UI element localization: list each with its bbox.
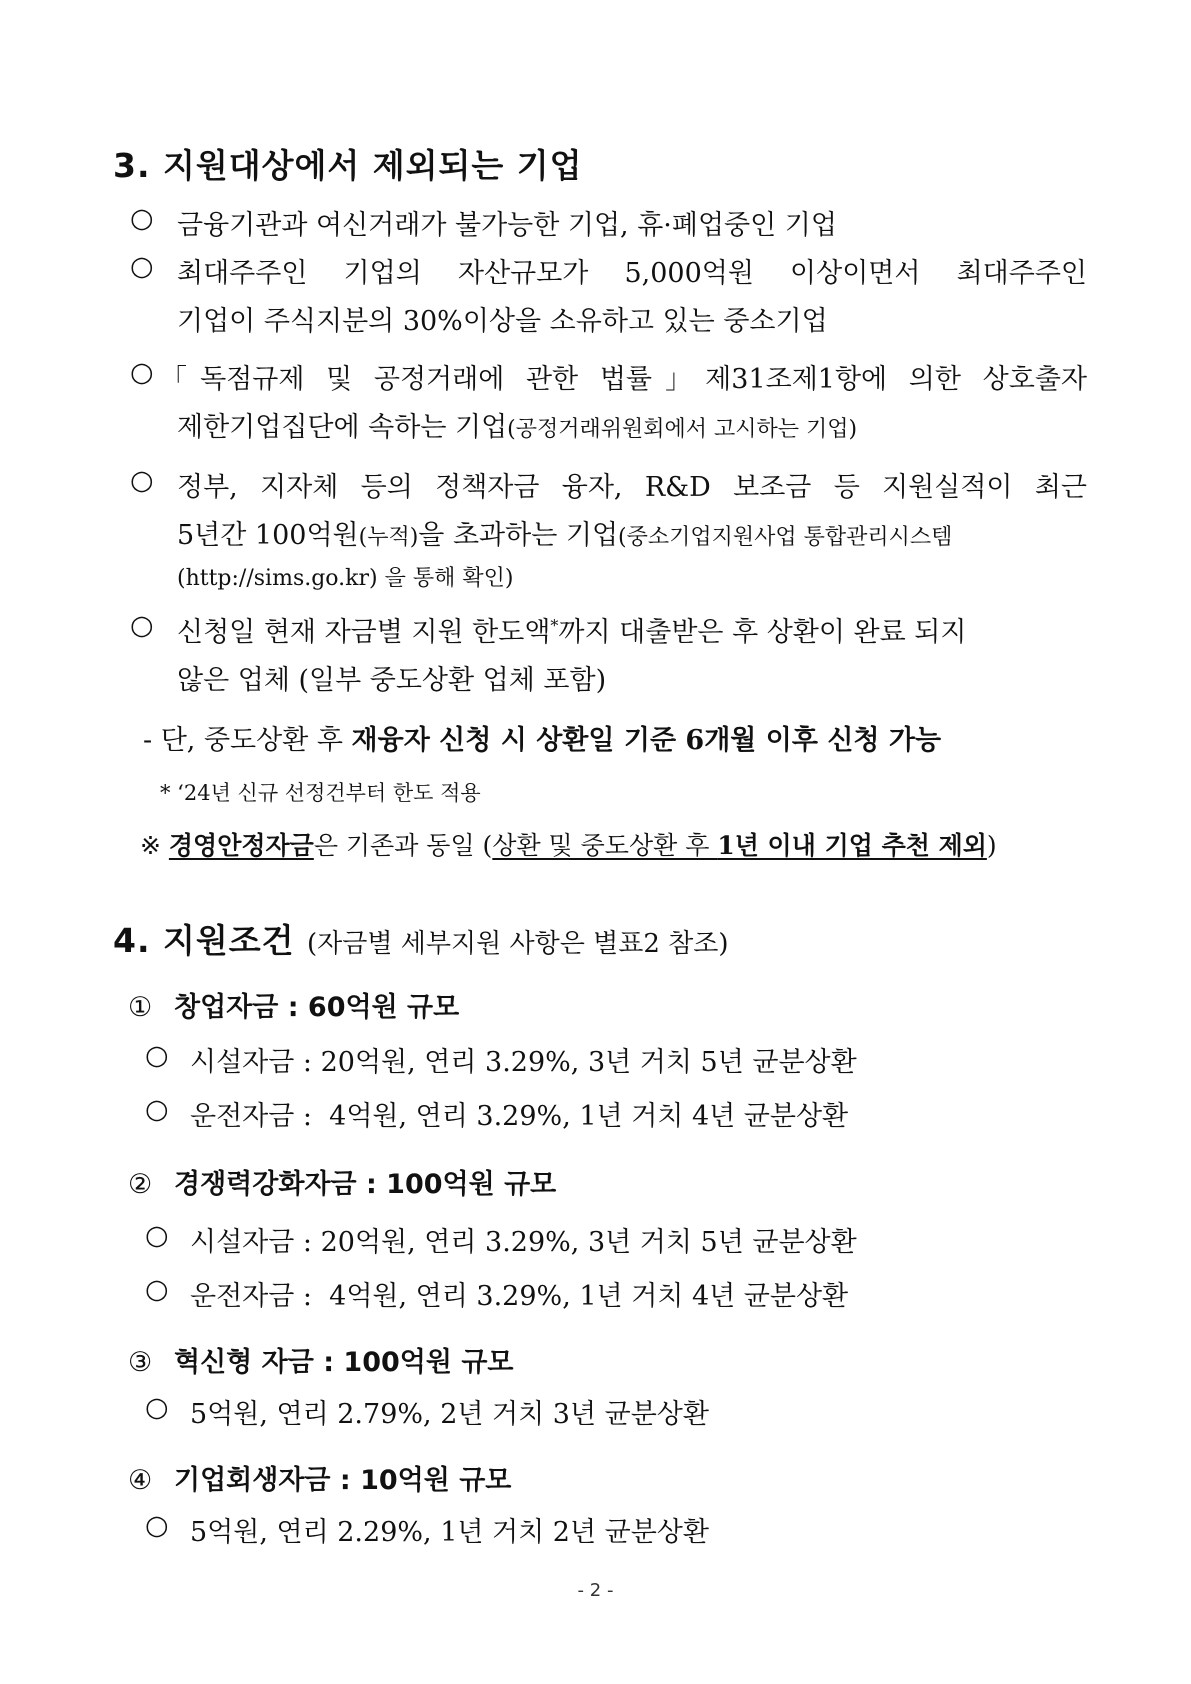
exclusion-item-text: 신청일 현재 자금별 지원 한도액 [177,617,551,648]
circle-bullet-icon: ○ [145,1392,169,1423]
fund-item-text: 운전자금 : 4억원, 연리 3.29%, 1년 거치 4년 균분상환 [190,1101,849,1132]
circle-bullet-icon: ○ [145,1220,169,1251]
fund-name: 경쟁력강화자금 : 100억원 규모 [174,1169,557,1200]
circle-bullet-icon: ○ [145,1274,169,1305]
circle-bullet-icon: ○ [130,465,154,496]
exclusion-item-text: 제한기업집단에 속하는 기업 [177,412,508,443]
fund-number: ④ [128,1465,153,1496]
fund-item-text: 운전자금 : 4억원, 연리 3.29%, 1년 거치 4년 균분상환 [190,1281,849,1312]
fund-item-text: 시설자금 : 20억원, 연리 3.29%, 3년 거치 5년 균분상환 [190,1227,857,1258]
reference-underline-bold: 1년 이내 기업 추천 제외 [717,831,987,860]
circle-bullet-icon: ○ [145,1040,169,1071]
circle-bullet-icon: ○ [130,203,154,234]
footnote-text: * ‘24년 신규 선정건부터 한도 적용 [160,781,481,805]
fund-number: ③ [128,1347,153,1378]
fund-number: ① [128,992,153,1023]
exclusion-item-text: 5년간 100억원 [177,520,359,551]
reference-end: ) [986,831,997,860]
fund-name: 기업회생자금 : 10억원 규모 [174,1465,512,1496]
circle-bullet-icon: ○ [130,357,154,388]
circle-bullet-icon: ○ [145,1094,169,1125]
exclusion-item-note: (공정거래위원회에서 고시하는 기업) [507,417,858,442]
reference-mid: 은 기존과 동일 ( [313,831,493,860]
fund-4-heading [128,1458,511,1497]
footnote-marker: * [550,616,559,635]
exclusion-item-text: 않은 업체 (일부 중도상환 업체 포함) [177,665,607,696]
reference-symbol: ※ [140,831,161,860]
section-4-title: 4. 지원조건 [113,921,295,960]
exclusion-item-text: 까지 대출받은 후 상환이 완료 되지 [558,617,967,648]
circle-bullet-icon: ○ [130,610,154,641]
fund-1-heading [128,985,459,1024]
fund-item-text: 5억원, 연리 2.29%, 1년 거치 2년 균분상환 [190,1517,709,1548]
exclusion-item-text: 기업이 주식지분의 30%이상을 소유하고 있는 중소기업 [177,306,828,337]
exception-note-bold: 재융자 신청 시 상환일 기준 6개월 이후 신청 가능 [351,725,942,756]
exclusion-item-link-text: (http://sims.go.kr) 을 통해 확인) [177,566,514,591]
fund-name: 창업자금 : 60억원 규모 [174,992,460,1023]
fund-2-heading [128,1162,556,1201]
exclusion-item-text: 최대주주인 기업의 자산규모가 5,000억원 이상이면서 최대주주인 [177,258,1087,289]
fund-item-text: 시설자금 : 20억원, 연리 3.29%, 3년 거치 5년 균분상환 [190,1047,857,1078]
page-number: - 2 - [577,1580,614,1601]
exclusion-item-note: (누적) [358,525,419,550]
section-4-subtitle: (자금별 세부지원 사항은 별표2 참조) [307,929,729,959]
exclusion-item-text: 을 초과하는 기업 [418,520,619,551]
fund-name: 혁신형 자금 : 100억원 규모 [174,1347,514,1378]
fund-3-heading [128,1340,514,1379]
section-4-heading [113,915,729,962]
exclusion-item-text: 정부, 지자체 등의 정책자금 융자, R&D 보조금 등 지원실적이 최근 [177,472,1087,503]
exclusion-item-text: 금융기관과 여신거래가 불가능한 기업, 휴·폐업중인 기업 [177,210,837,241]
exclusion-item-text: 「독점규제 및 공정거래에 관한 법률」제31조제1항에 의한 상호출자 [160,364,1087,395]
section-3-heading: 3. 지원대상에서 제외되는 기업 [113,146,583,185]
exception-note-prefix: - 단, 중도상환 후 [143,725,352,756]
exclusion-item-note: (중소기업지원사업 통합관리시스템 [618,525,953,550]
circle-bullet-icon: ○ [130,251,154,282]
circle-bullet-icon: ○ [145,1510,169,1541]
fund-number: ② [128,1169,153,1200]
reference-underline: 상환 및 중도상환 후 [492,831,718,860]
fund-item-text: 5억원, 연리 2.79%, 2년 거치 3년 균분상환 [190,1399,709,1430]
reference-bold: 경영안정자금 [168,831,314,860]
